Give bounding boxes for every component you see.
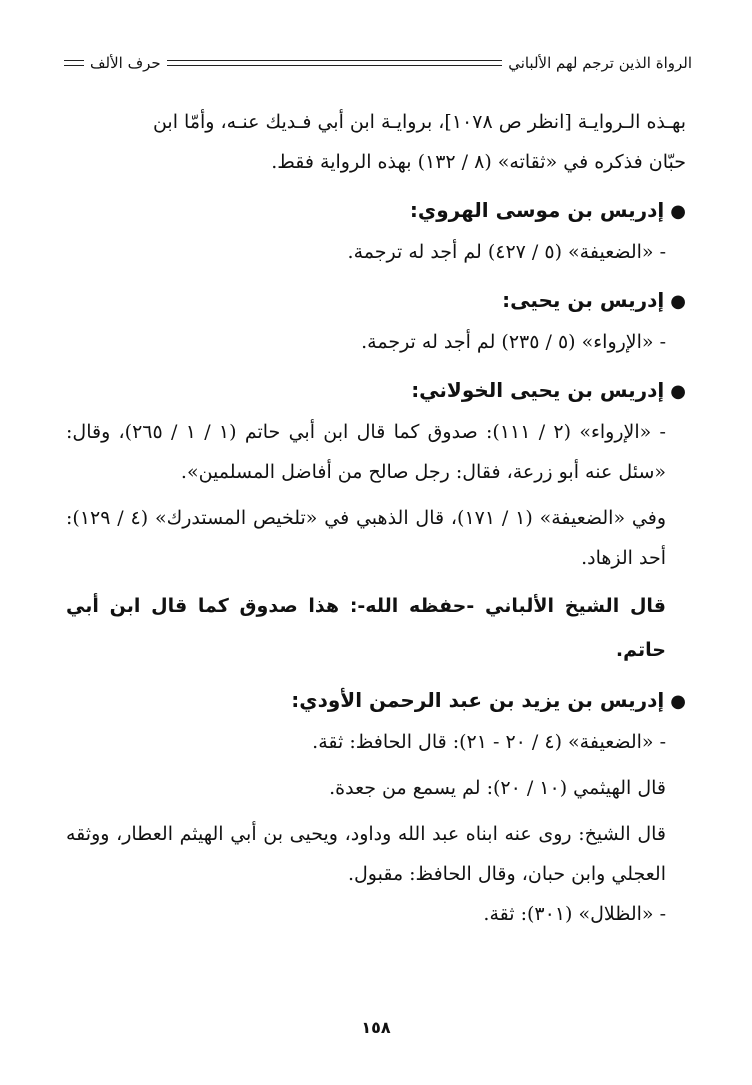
header-rule	[167, 60, 503, 66]
header-rule-short	[64, 60, 84, 66]
page-number: ١٥٨	[361, 1018, 391, 1037]
entry-text: - «الضعيفة» (٥ / ٤٢٧) لم أجد له ترجمة.	[347, 241, 666, 263]
page-body	[66, 102, 686, 934]
running-header	[58, 48, 692, 78]
entry-text: - «الضعيفة» (٤ / ٢٠ - ٢١): قال الحافظ: ثقة.	[312, 731, 666, 753]
sheikh-note: قال الشيخ الألباني -حفظه الله-: هذا صدوق كما قال ابن أبي حاتم.	[66, 595, 666, 661]
intro-line: بهـذه الـروايـة [انظر ص ١٠٧٨]، بروايـة ابن أبي فـديك عنـه، وأمّا ابن	[152, 111, 686, 133]
entry-text: - «الإرواء» (٥ / ٢٣٥) لم أجد له ترجمة.	[361, 331, 666, 353]
section-title: حرف الألف	[90, 54, 161, 72]
entry-heading: ●إدريس بن يحيى:	[502, 288, 686, 312]
entry-heading: ●إدريس بن يحيى الخولاني:	[411, 378, 686, 402]
entry-text: قال الهيثمي (١٠ / ٢٠): لم يسمع من جعدة.	[329, 777, 666, 799]
entry-text: - «الظلال» (٣٠١): ثقة.	[483, 903, 666, 925]
entry-heading: ●إدريس بن موسى الهروي:	[409, 198, 686, 222]
book-title: الرواة الذين ترجم لهم الألباني	[508, 54, 692, 72]
entry-text: قال الشيخ: روى عنه ابناه عبد الله وداود، ويحيى بن أبي الهيثم العطار، ووثقه العجلي وابن حبان، وقال الحافظ: مقبول.	[66, 823, 666, 885]
entry-text: - «الإرواء» (٢ / ١١١): صدوق كما قال ابن أبي حاتم (١ / ١ / ٢٦٥)، وقال: «سئل عنه أبو زرعة، فقال: رجل صالح من أفاضل المسلمين».	[66, 421, 666, 483]
intro-line: حبّان فذكره في «ثقاته» (٨ / ١٣٢) بهذه الرواية فقط.	[271, 151, 686, 173]
bullet-icon: ●	[670, 381, 686, 402]
bullet-icon: ●	[670, 691, 686, 712]
bullet-icon: ●	[670, 201, 686, 222]
bullet-icon: ●	[670, 291, 686, 312]
entry-heading: ●إدريس بن يزيد بن عبد الرحمن الأودي:	[291, 688, 686, 712]
entry-text: وفي «الضعيفة» (١ / ١٧١)، قال الذهبي في «تلخيص المستدرك» (٤ / ١٢٩): أحد الزهاد.	[66, 507, 666, 569]
